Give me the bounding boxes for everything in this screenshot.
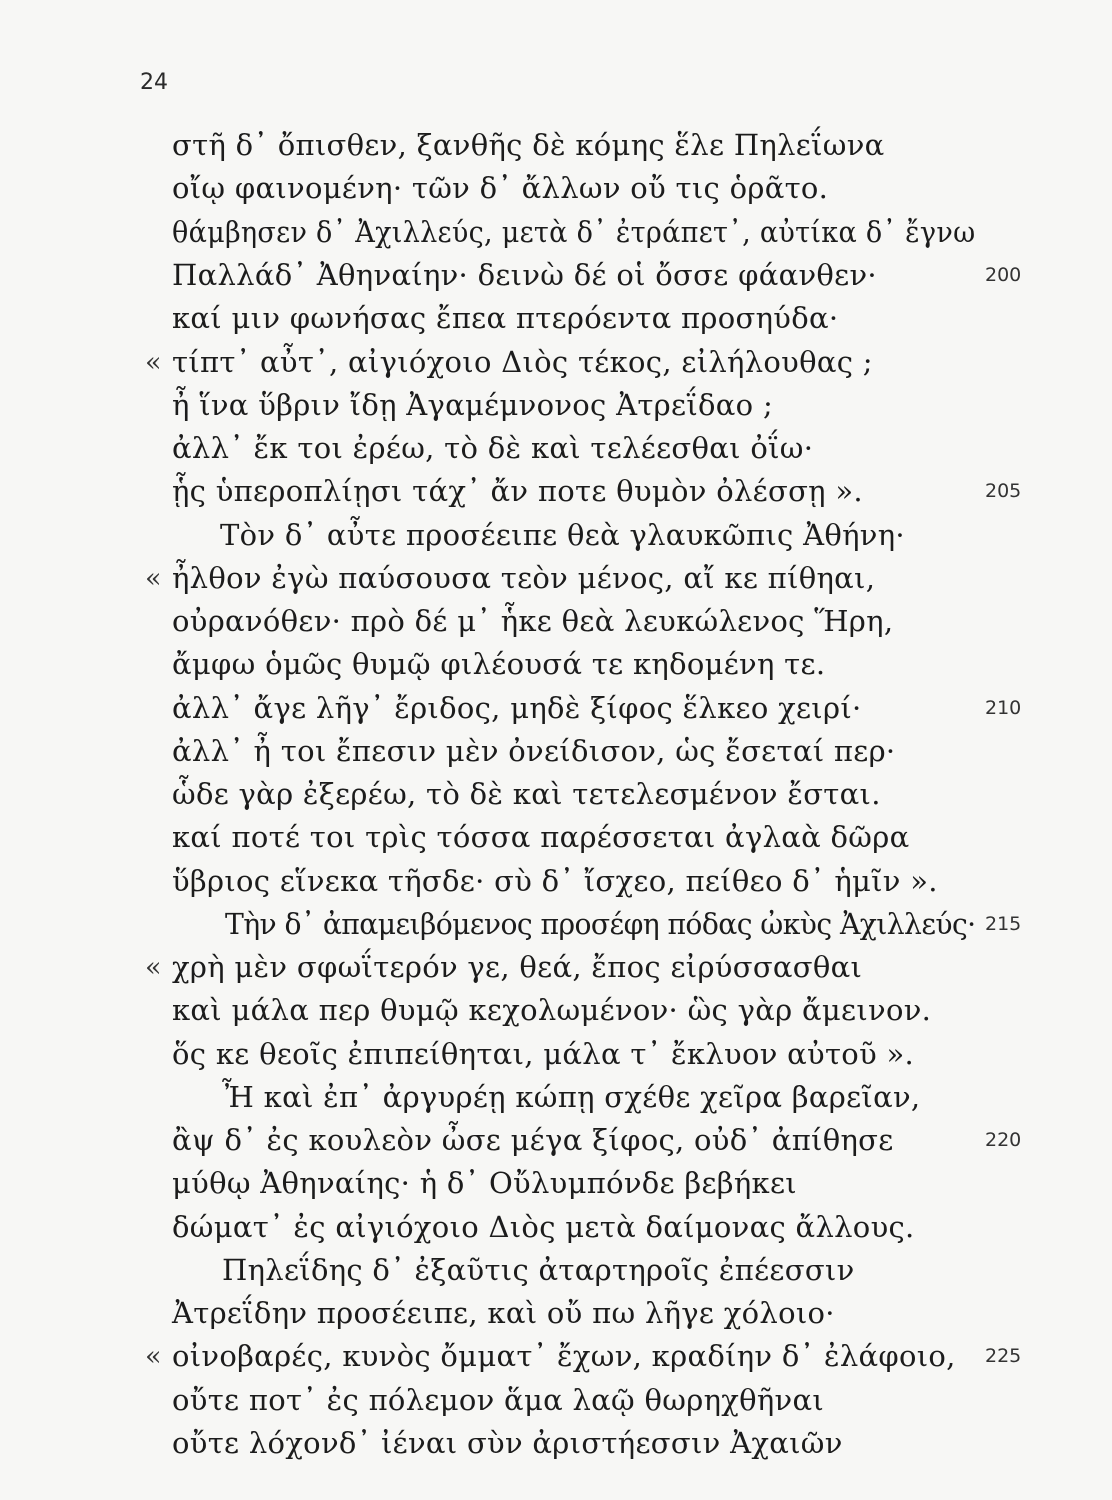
verse-text: ἂψ δ᾽ ἐς κουλεὸν ὦσε μέγα ξίφος, οὐδ᾽ ἀπίθησε [172, 1123, 894, 1157]
line-number: 215 [985, 913, 1022, 935]
opening-quote: « [145, 1340, 162, 1372]
verse-text: οὔτε λόχονδ᾽ ἰέναι σὺν ἀριστήεσσιν Ἀχαιῶν [172, 1426, 843, 1460]
verse-text: Πηλεΐδης δ᾽ ἐξαῦτις ἀταρτηροῖς ἐπέεσσιν [222, 1253, 855, 1287]
verse-text: ὕβριος εἵνεκα τῆσδε· σὺ δ᾽ ἴσχεο, πείθεο δ᾽ ἡμῖν ». [172, 864, 938, 898]
verse-text: χρὴ μὲν σφωΐτερόν γε, θεά, ἔπος εἰρύσσασθαι [172, 950, 863, 984]
opening-quote: « [145, 951, 162, 983]
verse-text: στῆ δ᾽ ὄπισθεν, ξανθῆς δὲ κόμης ἕλε Πηλεΐωνα [172, 128, 885, 162]
page-number: 24 [140, 70, 168, 95]
verse-text: ἀλλ᾽ ἄγε λῆγ᾽ ἔριδος, μηδὲ ξίφος ἕλκεο χειρί· [172, 691, 862, 725]
line-number: 200 [985, 264, 1022, 286]
verse-text: Τὴν δ᾽ ἀπαμειβόμενος προσέφη πόδας ὠκὺς Ἀχιλλεύς· [225, 907, 976, 941]
verse-text: ἀλλ᾽ ἦ τοι ἔπεσιν μὲν ὀνείδισον, ὡς ἔσεταί περ· [172, 734, 896, 768]
verse-text: τίπτ᾽ αὖτ᾽, αἰγιόχοιο Διὸς τέκος, εἰλήλουθας ; [172, 345, 873, 379]
verse-text: καὶ μάλα περ θυμῷ κεχολωμένον· ὣς γὰρ ἄμεινον. [172, 993, 932, 1027]
verse-text: θάμβησεν δ᾽ Ἀχιλλεύς, μετὰ δ᾽ ἐτράπετ᾽, αὐτίκα δ᾽ ἔγνω [172, 215, 976, 249]
line-number: 205 [985, 480, 1022, 502]
line-number: 225 [985, 1345, 1022, 1367]
verse-text: καί μιν φωνήσας ἔπεα πτερόεντα προσηύδα· [172, 301, 839, 335]
verse-text: ἄμφω ὁμῶς θυμῷ φιλέουσά τε κηδομένη τε. [172, 647, 826, 681]
verse-text: Τὸν δ᾽ αὖτε προσέειπε θεὰ γλαυκῶπις Ἀθήνη· [220, 518, 905, 552]
verse-text: ὅς κε θεοῖς ἐπιπείθηται, μάλα τ᾽ ἔκλυον αὐτοῦ ». [172, 1037, 915, 1071]
line-number: 210 [985, 697, 1022, 719]
verse-text: Ἦ καὶ ἐπ᾽ ἀργυρέῃ κώπῃ σχέθε χεῖρα βαρεῖαν, [222, 1080, 921, 1114]
verse-text: δώματ᾽ ἐς αἰγιόχοιο Διὸς μετὰ δαίμονας ἄλλους. [172, 1210, 915, 1244]
verse-text: ᾗς ὑπεροπλίῃσι τάχ᾽ ἄν ποτε θυμὸν ὀλέσσῃ ». [172, 474, 863, 508]
verse-text: ἦλθον ἐγὼ παύσουσα τεὸν μένος, αἴ κε πίθηαι, [172, 561, 876, 595]
verse-text: Παλλάδ᾽ Ἀθηναίην· δεινὼ δέ οἱ ὄσσε φάανθεν· [172, 258, 877, 292]
opening-quote: « [145, 562, 162, 594]
line-number: 220 [985, 1129, 1022, 1151]
verse-text: οἰνοβαρές, κυνὸς ὄμματ᾽ ἔχων, κραδίην δ᾽ ἐλάφοιο, [172, 1339, 956, 1373]
verse-text: οὔτε ποτ᾽ ἐς πόλεμον ἅμα λαῷ θωρηχθῆναι [172, 1383, 825, 1417]
verse-text: οὐρανόθεν· πρὸ δέ μ᾽ ἧκε θεὰ λευκώλενος Ἥρη, [172, 604, 894, 638]
verse-text: ἀλλ᾽ ἔκ τοι ἐρέω, τὸ δὲ καὶ τελέεσθαι ὀΐω· [172, 431, 814, 465]
verse-text: Ἀτρεΐδην προσέειπε, καὶ οὔ πω λῆγε χόλοιο· [172, 1296, 835, 1330]
verse-text: ὧδε γὰρ ἐξερέω, τὸ δὲ καὶ τετελεσμένον ἔσται. [172, 777, 881, 811]
verse-text: ἦ ἵνα ὕβριν ἴδῃ Ἀγαμέμνονος Ἀτρεΐδαο ; [172, 388, 774, 422]
verse-text: μύθῳ Ἀθηναίης· ἡ δ᾽ Οὔλυμπόνδε βεβήκει [172, 1166, 797, 1200]
opening-quote: « [145, 346, 162, 378]
verse-text: οἴῳ φαινομένη· τῶν δ᾽ ἄλλων οὔ τις ὁρᾶτο. [172, 171, 829, 205]
verse-text: καί ποτέ τοι τρὶς τόσσα παρέσσεται ἀγλαὰ δῶρα [172, 820, 910, 854]
